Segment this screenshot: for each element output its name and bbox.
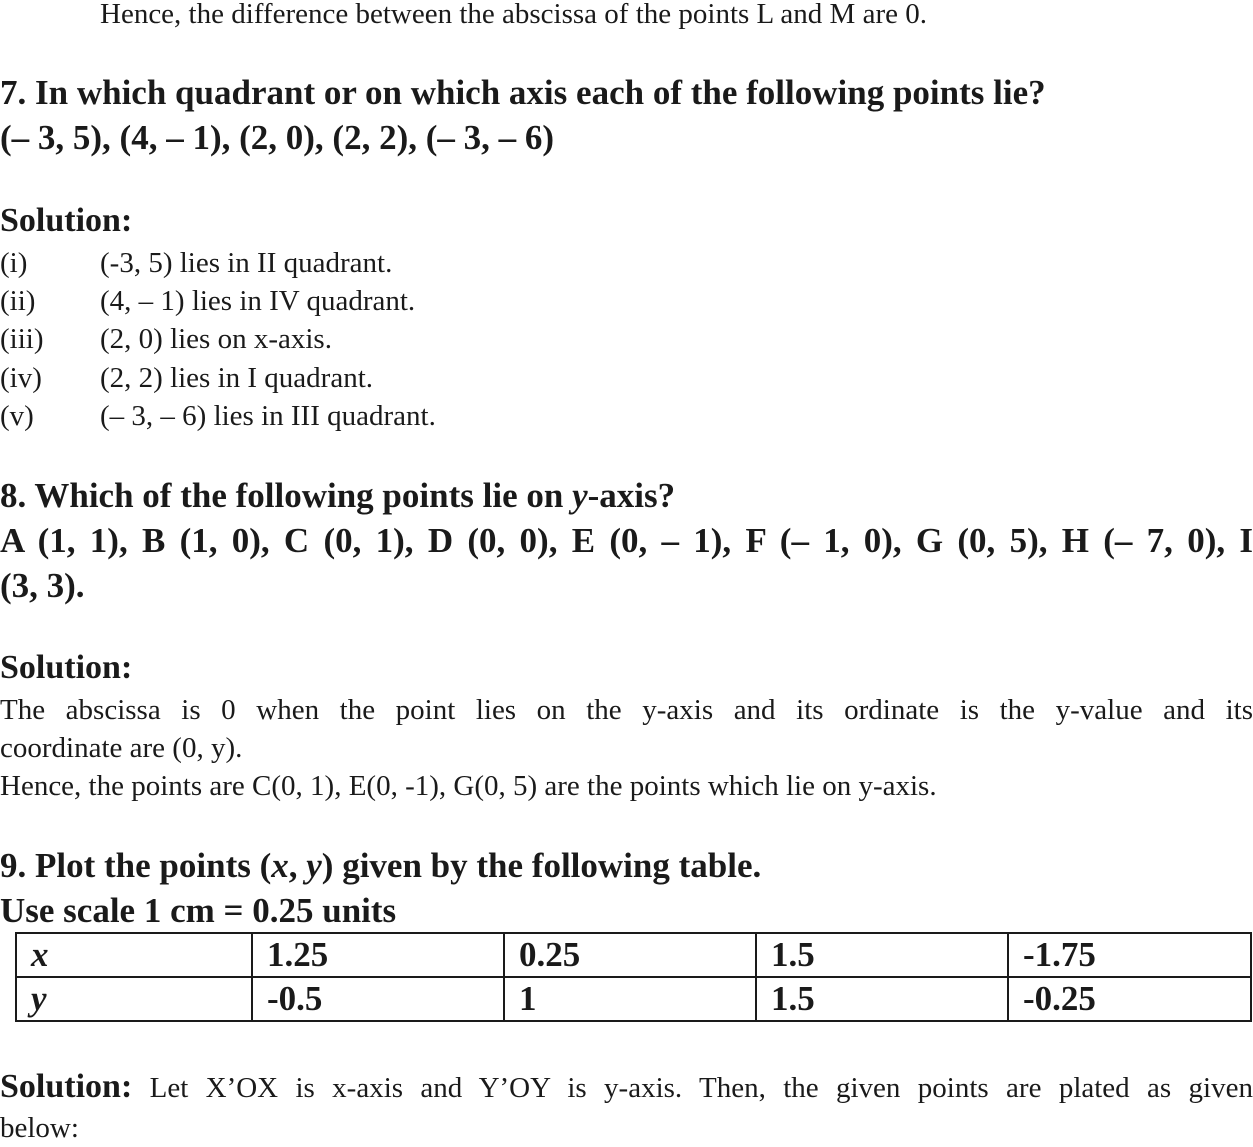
table-cell: 0.25	[504, 933, 756, 977]
table-cell: -0.25	[1008, 977, 1251, 1021]
table-header-x: x	[16, 933, 252, 977]
q9-question-prefix: 9. Plot the points (	[0, 846, 272, 885]
q7-solution-label: Solution:	[0, 202, 133, 239]
table-cell: 1.5	[756, 977, 1008, 1021]
q9-solution-line1	[0, 1068, 1253, 1107]
item-text: (2, 0) lies on x-axis.	[100, 323, 332, 355]
q8-solution-label: Solution:	[0, 649, 133, 686]
q8-question-var: y	[572, 476, 588, 515]
q7-answer-item	[0, 320, 332, 358]
q9-scale: Use scale 1 cm = 0.25 units	[0, 891, 397, 930]
q8-points-line1: A (1, 1), B (1, 0), C (0, 1), D (0, 0), E (0, – 1), F (– 1, 0), G (0, 5), H (– 7, 0), I	[0, 521, 1253, 560]
q7-answer-item	[0, 397, 436, 435]
q9-question-suffix: ) given by the following table.	[321, 846, 762, 885]
q9-solution-line2: below:	[0, 1112, 79, 1144]
item-text: (4, – 1) lies in IV quadrant.	[100, 285, 416, 317]
q9-comma: ,	[288, 846, 307, 885]
q8-points-line2: (3, 3).	[0, 566, 85, 605]
q9-solution-text: Let X’OX is x-axis and Y’OY is y-axis. Then, the given points are plated as given	[132, 1072, 1253, 1104]
table-header-y: y	[16, 977, 252, 1021]
q9-var-y: y	[306, 846, 322, 885]
q7-answer-item	[0, 359, 373, 397]
q8-question	[0, 474, 675, 518]
item-text: (-3, 5) lies in II quadrant.	[100, 247, 393, 279]
table-cell: -0.5	[252, 977, 504, 1021]
q7-answer-item	[0, 282, 415, 320]
item-number: (iii)	[0, 323, 44, 355]
table-row	[16, 977, 1251, 1021]
table-cell: 1.5	[756, 933, 1008, 977]
q8-para2: Hence, the points are C(0, 1), E(0, -1), G(0, 5) are the points which lie on y-axis.	[0, 770, 937, 802]
item-number: (iv)	[0, 362, 42, 394]
table-cell: 1	[504, 977, 756, 1021]
item-text: (2, 2) lies in I quadrant.	[100, 362, 374, 394]
item-number: (ii)	[0, 285, 36, 317]
q7-question: 7. In which quadrant or on which axis each of the following points lie?	[0, 73, 1046, 112]
item-number: (i)	[0, 247, 28, 279]
q7-points: (– 3, 5), (4, – 1), (2, 0), (2, 2), (– 3, – 6)	[0, 118, 555, 157]
intro-line: Hence, the difference between the abscissa of the points L and M are 0.	[100, 0, 927, 30]
q8-para1-line2: coordinate are (0, y).	[0, 732, 243, 764]
item-number: (v)	[0, 400, 34, 432]
q9-var-x: x	[271, 846, 289, 885]
q8-para1-line1: The abscissa is 0 when the point lies on the y-axis and its ordinate is the y-value and its	[0, 694, 1253, 726]
table-cell: 1.25	[252, 933, 504, 977]
table-row	[16, 933, 1251, 977]
points-table	[15, 932, 1252, 1022]
q7-answer-item	[0, 244, 392, 282]
q9-question	[0, 844, 761, 888]
table-cell: -1.75	[1008, 933, 1251, 977]
item-text: (– 3, – 6) lies in III quadrant.	[100, 400, 436, 432]
q8-question-prefix: 8. Which of the following points lie on	[0, 476, 573, 515]
q8-question-suffix: -axis?	[587, 476, 676, 515]
q9-solution-label: Solution:	[0, 1068, 133, 1105]
